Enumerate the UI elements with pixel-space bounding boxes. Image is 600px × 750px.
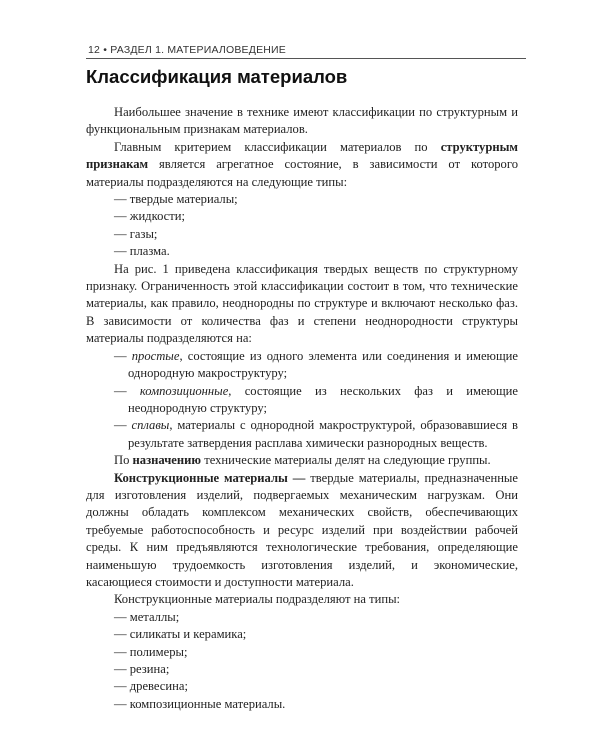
header-rule xyxy=(86,58,526,59)
list-item: — металлы; xyxy=(114,609,180,624)
list-item: — полимеры; xyxy=(114,644,188,659)
list-item: — силикаты и керамика; xyxy=(114,627,247,642)
list-item: — сплавы, материалы с однородной макроструктурой, образовавшиеся в результате затвердения расплава химически разнородных веществ. xyxy=(114,418,518,450)
page-title: Классификация материалов xyxy=(86,66,348,87)
paragraph-purpose: По назначению технические материалы делят на следующие группы. xyxy=(114,453,491,468)
list-item: — композиционные, состоящие из нескольких фаз и имеющие неоднородную структуру; xyxy=(114,383,519,415)
list-item: — простые, состоящие из одного элемента или соединения и имеющие однородную макроструктуру; xyxy=(114,348,518,381)
list-item: — жидкости; xyxy=(114,209,186,224)
term-construction-materials: Конструкционные материалы — xyxy=(114,470,306,485)
paragraph-figure-ref: На рис. 1 приведена классификация твердых веществ по структурному признаку. Ограниченность этой классификации состоит в том, что технические материалы, как правило, неоднородны по структуре и включают несколько фаз. В зависимости от количества фаз и степени неоднородности структуры материалы подразделяются на: xyxy=(86,261,518,346)
term-simple: простые xyxy=(131,348,180,363)
section-title: РАЗДЕЛ 1. МАТЕРИАЛОВЕДЕНИЕ xyxy=(110,44,287,56)
list-item: — твердые материалы; xyxy=(114,192,238,207)
list-item: — газы; xyxy=(114,226,158,241)
paragraph-intro: Наибольшее значение в технике имеют классификации по структурным и функциональным признакам материалов. xyxy=(86,105,518,137)
paragraph-structural-criterion: Главным критерием классификации материалов по структурным признакам является агрегатное состояние, в зависимости от которого материалы подразделяются на следующие типы: xyxy=(86,139,518,189)
list-item: — плазма. xyxy=(114,244,170,259)
page-number: 12 xyxy=(88,44,101,56)
running-header xyxy=(88,44,528,56)
list-item: — композиционные материалы. xyxy=(114,696,286,711)
paragraph-construction-types: Конструкционные материалы подразделяют на типы: xyxy=(114,592,401,607)
header-bullet: • xyxy=(103,44,108,56)
term-structural: структурным признакам xyxy=(86,139,518,172)
body-text xyxy=(86,104,518,713)
term-purpose: назначению xyxy=(132,453,202,468)
term-composite: композиционные xyxy=(139,383,229,398)
list-item: — древесина; xyxy=(114,679,188,694)
term-alloys: сплавы xyxy=(131,418,170,433)
paragraph-construction-materials: Конструкционные материалы — твердые материалы, предназначенные для изготовления изделий, подвергаемых механическим нагрузкам. Они должны обладать комплексом механических свойств, обеспечивающих требуемые работоспособность и ресурс изделий при воздействии рабочей среды. К ним предъявляются технологические требования, определяющие наименьшую трудоемкость изготовления изделий, и экономические, касающиеся стоимости и доступности материала. xyxy=(86,470,518,589)
list-item: — резина; xyxy=(114,662,170,676)
